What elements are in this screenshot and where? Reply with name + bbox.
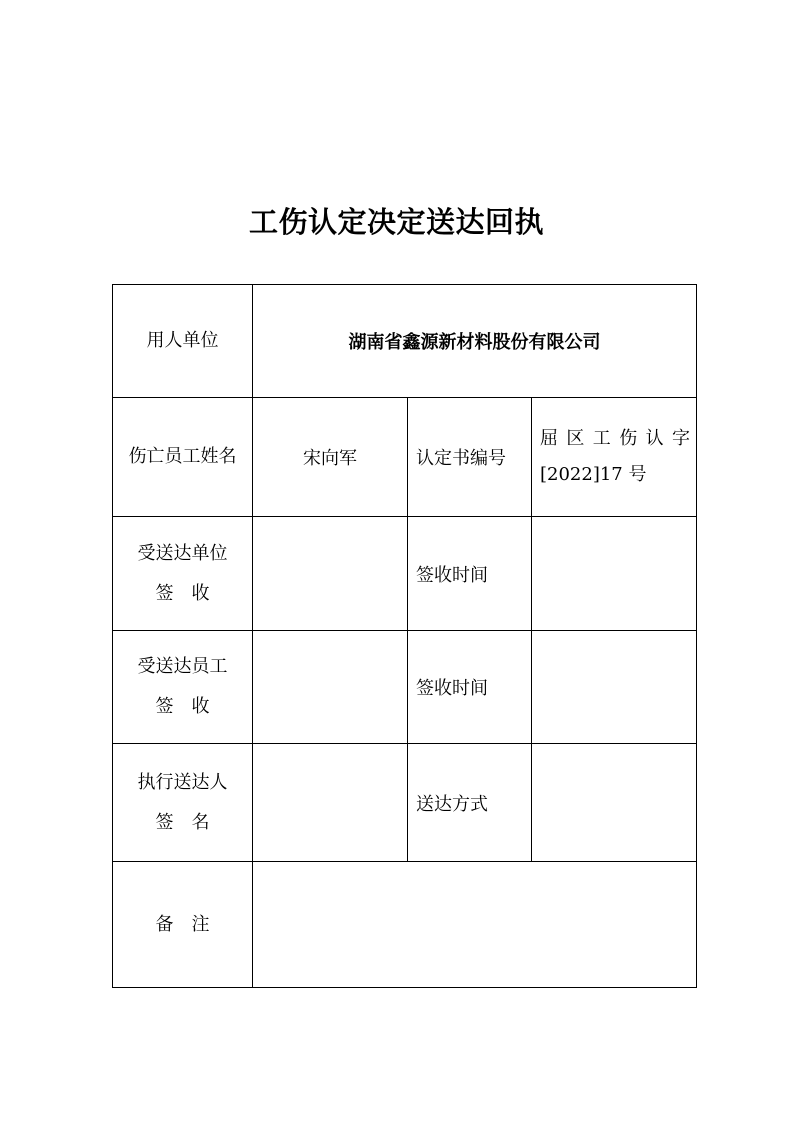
employer-value: 湖南省鑫源新材料股份有限公司 xyxy=(253,285,697,398)
server-sign-label-line1: 执行送达人 xyxy=(137,771,228,793)
server-sign-label xyxy=(113,744,253,862)
unit-sign-row xyxy=(113,517,697,631)
delivery-method-label: 送达方式 xyxy=(408,744,532,862)
unit-sign-label xyxy=(113,517,253,631)
unit-sign-label-line2: 签 收 xyxy=(155,582,210,604)
unit-sign-time-label: 签收时间 xyxy=(408,517,532,631)
decision-number-line1: 屈区工伤认字 xyxy=(540,428,691,449)
employer-label: 用人单位 xyxy=(113,285,253,398)
server-sign-field xyxy=(253,744,408,862)
employee-sign-time-field xyxy=(532,631,697,744)
unit-sign-field xyxy=(253,517,408,631)
delivery-method-field xyxy=(532,744,697,862)
employer-row xyxy=(113,285,697,398)
decision-number-label: 认定书编号 xyxy=(408,398,532,517)
employee-sign-time-label: 签收时间 xyxy=(408,631,532,744)
employee-sign-label xyxy=(113,631,253,744)
employee-sign-label-line2: 签 收 xyxy=(155,696,210,717)
employee-sign-field xyxy=(253,631,408,744)
document-title: 工伤认定决定送达回执 xyxy=(248,205,544,239)
server-sign-row xyxy=(113,744,697,862)
employee-name-value: 宋向军 xyxy=(253,398,408,517)
decision-number-line2: [2022]17 号 xyxy=(540,464,647,485)
server-sign-label-line2: 签 名 xyxy=(155,811,210,833)
remarks-field xyxy=(253,862,697,988)
remarks-label: 备 注 xyxy=(113,862,253,988)
unit-sign-time-field xyxy=(532,517,697,631)
receipt-table xyxy=(112,284,697,988)
employee-sign-row xyxy=(113,631,697,744)
decision-number-value xyxy=(532,398,697,517)
unit-sign-label-line1: 受送达单位 xyxy=(137,542,228,564)
employee-row xyxy=(113,398,697,517)
employee-name-label: 伤亡员工姓名 xyxy=(113,398,253,517)
remarks-row xyxy=(113,862,697,988)
employee-sign-label-line1: 受送达员工 xyxy=(137,656,228,677)
